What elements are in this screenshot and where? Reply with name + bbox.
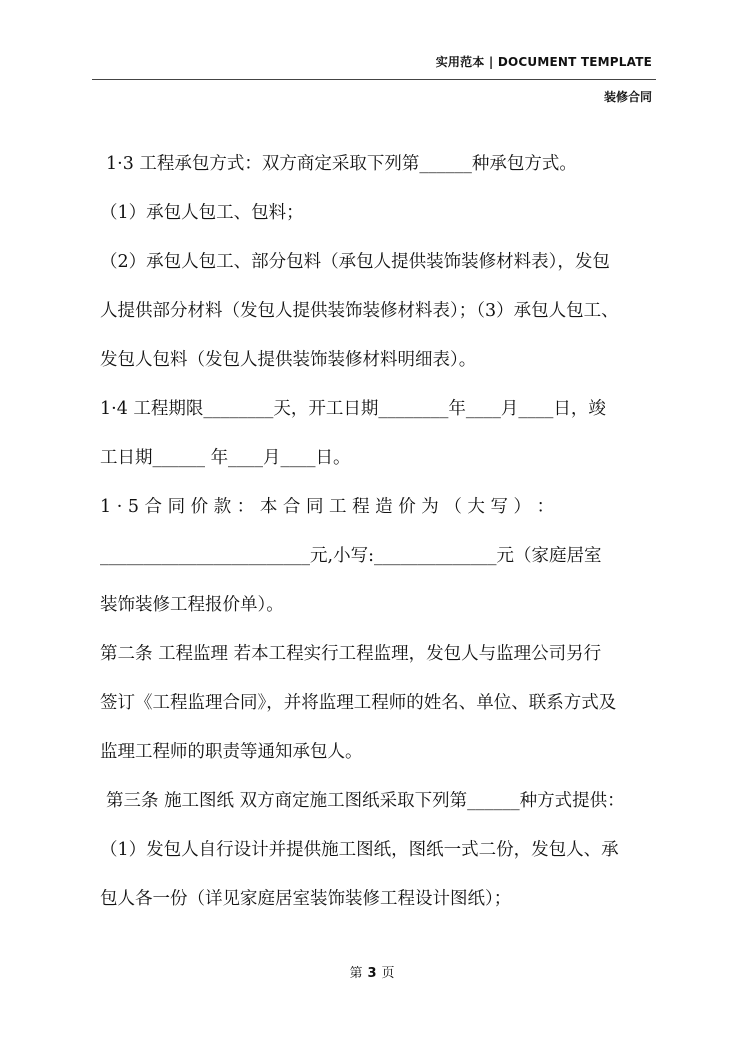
article-2-end-line: 监理工程师的职责等通知承包人。	[100, 742, 363, 762]
option-2-line: （2）承包人包工、部分包料（承包人提供装饰装修材料表），发包	[100, 252, 610, 272]
article-2-continued-line: 签订《工程监理合同》，并将监理工程师的姓名、单位、联系方式及	[100, 693, 617, 713]
page-number: 3	[367, 966, 377, 981]
clause-1-4-continued-line: 工日期______ 年____月____日。	[100, 448, 351, 468]
clause-1-5-continued-line: 装饰装修工程报价单）。	[100, 595, 284, 615]
option-3-line: 发包人包料（发包人提供装饰装修材料明细表）。	[100, 350, 477, 370]
contract-body	[100, 140, 656, 924]
clause-1-4-line: 1·4 工程期限________天，开工日期________年____月____日，竣	[100, 399, 606, 419]
drawing-option-1-line: （1）发包人自行设计并提供施工图纸，图纸一式二份，发包人、承	[100, 840, 619, 860]
article-2-line: 第二条 工程监理 若本工程实行工程监理，发包人与监理公司另行	[100, 644, 602, 664]
option-2-continued-line: 人提供部分材料（发包人提供装饰装修材料表）；（3）承包人包工、	[100, 301, 619, 321]
document-header-label: 实用范本 | DOCUMENT TEMPLATE	[435, 55, 652, 69]
drawing-option-1-continued-line: 包人各一份（详见家庭居室装饰装修工程设计图纸）；	[100, 889, 512, 909]
header-divider	[92, 79, 656, 80]
article-3-line: 第三条 施工图纸 双方商定施工图纸采取下列第______种方式提供：	[106, 791, 625, 811]
page-suffix: 页	[381, 966, 395, 981]
page-prefix: 第	[349, 966, 363, 981]
clause-1-5-amount-line: ________________________元,小写:______________元（家庭居室	[100, 546, 602, 566]
clause-1-3-line: 1·3 工程承包方式：双方商定采取下列第______种承包方式。	[106, 154, 577, 174]
option-1-line: （1）承包人包工、包料；	[100, 203, 304, 223]
clause-1-5-line: 1 · 5 合 同 价 款 ： 本 合 同 工 程 造 价 为 （ 大 写 ） ：	[100, 497, 555, 517]
page-footer	[0, 962, 744, 981]
document-subtitle: 装修合同	[603, 90, 652, 104]
